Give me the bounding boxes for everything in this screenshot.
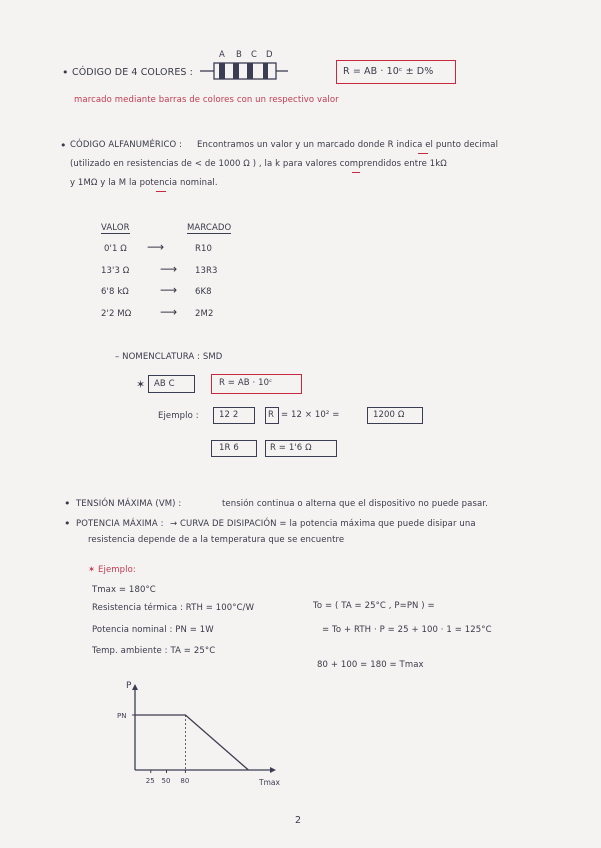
- example-title: ✶ Ejemplo:: [88, 565, 136, 575]
- potencia-title: POTENCIA MÁXIMA :: [76, 519, 164, 529]
- table-cell-valor: 2'2 MΩ: [101, 309, 132, 319]
- m-underline: [156, 191, 166, 192]
- table-cell-marcado: 13R3: [195, 266, 218, 276]
- potencia-text2: resistencia depende de a la temperatura que se encuentre: [88, 535, 345, 545]
- example-pn: Potencia nominal : PN = 1W: [92, 625, 214, 635]
- band-letter-d: D: [266, 50, 273, 60]
- band-letter-b: B: [236, 50, 242, 60]
- star-icon: ✶: [136, 378, 146, 391]
- ex1-result: 1200 Ω: [373, 410, 405, 420]
- example-eq1: To = ( TA = 25°C , P=PN ) =: [313, 601, 435, 611]
- color-code-note: marcado mediante barras de colores con un respectivo valor: [74, 95, 339, 105]
- potencia-text: → CURVA DE DISIPACIÓN = la potencia máxima que puede disipar una: [170, 519, 476, 529]
- smd-label: – NOMENCLATURA : SMD: [115, 352, 223, 362]
- bullet: •: [60, 139, 67, 152]
- arrow-right-icon: ⟶: [160, 262, 178, 276]
- color-formula: R = AB · 10ᶜ ± D%: [343, 66, 434, 77]
- bullet: •: [64, 517, 71, 530]
- ex1-calc: = 12 × 10² =: [281, 410, 340, 420]
- ex1-r: R: [268, 410, 275, 420]
- col-header-valor: VALOR: [101, 223, 130, 233]
- alnum-line1: Encontramos un valor y un marcado donde R indica el punto decimal: [197, 140, 499, 150]
- table-cell-valor: 0'1 Ω: [104, 244, 127, 254]
- arrow-right-icon: ⟶: [147, 240, 165, 254]
- example-label: Ejemplo :: [158, 411, 199, 421]
- k-underline: [352, 172, 360, 173]
- alnum-title: CÓDIGO ALFANUMÉRICO :: [70, 140, 183, 150]
- x-tick-label: 80: [180, 777, 190, 785]
- example-tmax: Tmax = 180°C: [92, 585, 156, 595]
- x-axis-arrow: [270, 767, 276, 773]
- alnum-line2: (utilizado en resistencias de < de 1000 Ω ) , la k para valores comprendidos entre 1kΩ: [70, 159, 447, 169]
- table-cell-valor: 13'3 Ω: [101, 266, 130, 276]
- example-eq3: 80 + 100 = 180 = Tmax: [317, 660, 424, 670]
- ex2-result: R = 1'6 Ω: [270, 443, 312, 453]
- y-tick-label-pn: PN: [117, 712, 127, 720]
- x-axis-label: Tmax: [259, 778, 280, 787]
- band-letter-a: A: [219, 50, 225, 60]
- example-rth: Resistencia térmica : RTH = 100°C/W: [92, 603, 255, 613]
- table-cell-marcado: R10: [195, 244, 213, 254]
- example-ta: Temp. ambiente : TA = 25°C: [92, 646, 216, 656]
- smd-formula: R = AB · 10ᶜ: [219, 378, 273, 388]
- bullet: •: [62, 66, 69, 79]
- x-tick-label: 50: [161, 777, 171, 785]
- example-eq2: = To + RTH · P = 25 + 100 · 1 = 125°C: [322, 625, 492, 635]
- alnum-line3: y 1MΩ y la M la potencia nominal.: [70, 178, 218, 188]
- arrow-right-icon: ⟶: [160, 283, 178, 297]
- bullet: •: [64, 497, 71, 510]
- ex1-code: 12 2: [219, 410, 239, 420]
- table-cell-marcado: 2M2: [195, 309, 214, 319]
- y-axis-arrow: [132, 684, 138, 690]
- resistor-icon: [200, 60, 290, 84]
- band-letter-c: C: [251, 50, 258, 60]
- dissipation-chart: [100, 675, 300, 795]
- dissipation-curve: [135, 715, 248, 770]
- col-header-marcado: MARCADO: [187, 223, 232, 233]
- x-tick-label: 25: [145, 777, 155, 785]
- page-number: 2: [295, 815, 302, 826]
- ex2-code: 1R 6: [219, 443, 239, 453]
- tension-text: tensión continua o alterna que el dispositivo no puede pasar.: [222, 499, 488, 509]
- smd-code: AB C: [154, 379, 175, 389]
- table-cell-valor: 6'8 kΩ: [101, 287, 129, 297]
- r-underline: [418, 153, 428, 154]
- arrow-right-icon: ⟶: [160, 305, 178, 319]
- color-code-title: CÓDIGO DE 4 COLORES :: [72, 67, 193, 78]
- tension-title: TENSIÓN MÁXIMA (VM) :: [76, 499, 182, 509]
- table-cell-marcado: 6K8: [195, 287, 212, 297]
- y-axis-label: P: [126, 681, 132, 691]
